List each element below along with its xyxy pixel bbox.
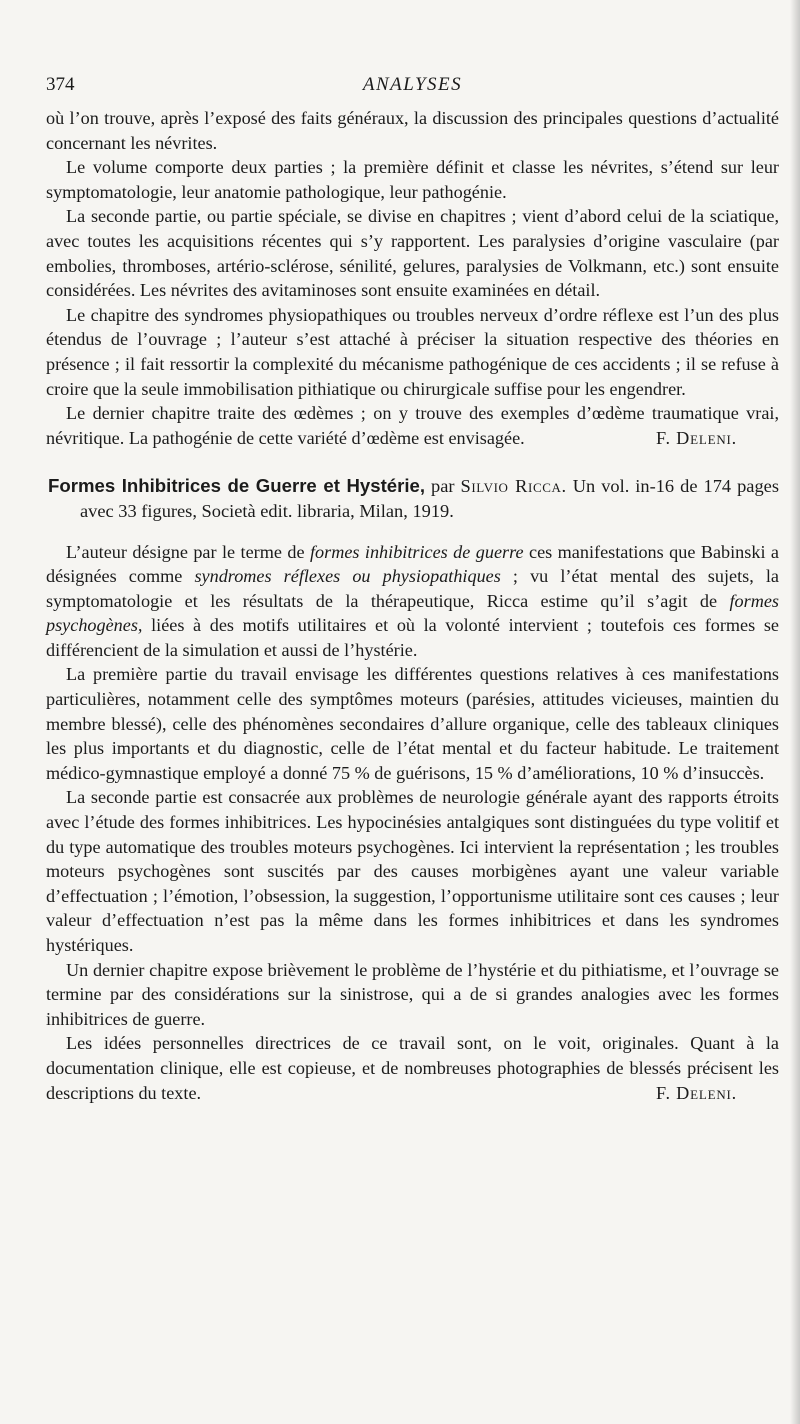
paragraph: Un dernier chapitre expose brièvement le problème de l’hystérie et du pithiatisme, et l’ouvrage se termine par des considérations sur la sinistrose, qui a de si grandes analogies avec les formes inhibitrices de guerre. — [46, 959, 779, 1029]
paragraph: Le chapitre des syndromes physiopathiques ou troubles nerveux d’ordre réflexe est l’un des plus étendus de l’ouvrage ; l’auteur s’est attaché à préciser la situation respective des théories en présence ; il fait ressortir la complexité du mécanisme pathogénique de ces accidents ; il se refuse à croire que la seule immobilisation pithiatique ou chirurgicale suffise pour les engendrer. — [46, 304, 779, 399]
page-number: 374 — [46, 74, 75, 95]
review-heading — [46, 474, 779, 523]
paragraph: Les idées personnelles directrices de ce travail sont, on le voit, originales. Quant à la documentation clinique, elle est copieuse, et de nombreuses photographies de blessés précisent les descriptions du texte. — [46, 1033, 779, 1103]
text-run: L’auteur désigne par le terme de — [66, 541, 310, 562]
italic-term: syndromes réflexes ou physiopathiques — [194, 566, 501, 587]
signature: F. Deleni. — [656, 427, 737, 448]
review-neurites-continued — [46, 106, 779, 450]
by-word: par — [431, 476, 455, 497]
page-edge-shadow — [790, 0, 800, 1424]
signature: F. Deleni. — [656, 1082, 737, 1103]
paragraph: La seconde partie, ou partie spéciale, se divise en chapitres ; vient d’abord celui de la sciatique, avec toutes les acquisitions récentes qui s’y rapportent. Les paralysies d’origine vasculaire (par embolies, thromboses, artério-sclérose, sénilité, gelures, paralysies de Volkmann, etc.) sont ensuite considérées. Les névrites des avitaminoses sont ensuite examinées en détail. — [46, 206, 779, 301]
paragraph: où l’on trouve, après l’exposé des faits généraux, la discussion des principales questions d’actualité concernant les névrites. — [46, 108, 779, 153]
italic-term: formes psychogènes, — [46, 590, 779, 636]
paragraph: La première partie du travail envisage les différentes questions relatives à ces manifestations particulières, notamment celle des symptômes moteurs (parésies, attitudes vicieuses, maintien du membre blessé), celle des phénomènes secondaires d’allure organique, celle des tableaux cliniques les plus importants et du diagnostic, celle de l’état mental et du facteur habitude. Le traitement médico-gymnastique employé a donné 75 % de guérisons, 15 % d’améliorations, 10 % d’insuccès. — [46, 664, 779, 783]
paragraph: Le dernier chapitre traite des œdèmes ; on y trouve des exemples d’œdème traumatique vrai, névritique. La pathogénie de cette variété d’œdème est envisagée. — [46, 403, 779, 448]
running-header — [46, 70, 779, 106]
review-title: Formes Inhibitrices de Guerre et Hystérie, — [48, 475, 426, 497]
author-name: Silvio Ricca. — [460, 476, 567, 497]
review-formes-inhibitrices — [46, 540, 779, 1106]
italic-term: formes inhibitrices de guerre — [309, 541, 524, 562]
page — [46, 70, 779, 1105]
text-run: ; vu l’état mental des sujets, la symptomatologie et les résultats de la thérapeutique, Ricca estime qu’il s’agit de — [46, 566, 779, 611]
text-run: ces manifestations que Babinski a désignées comme — [46, 541, 779, 587]
paragraph: La seconde partie est consacrée aux problèmes de neurologie générale ayant des rapports étroits avec l’étude des formes inhibitrices. Les hypocinésies antalgiques sont distinguées du type volitif et du type automatique des troubles moteurs psychogènes. Ici intervient la représentation ; les troubles moteurs psychogènes sont suscités par des causes morbigènes ayant une valeur variable d’effectuation ; l’émotion, l’obsession, la suggestion, l’opportunisme utilitaire sont ces causes ; leur valeur d’effectuation n’est pas la même dans les formes inhibitrices et dans les syndromes hystériques. — [46, 787, 779, 955]
paragraph — [46, 540, 779, 663]
paragraph: Le volume comporte deux parties ; la première définit et classe les névrites, s’étend sur leur symptomatologie, leur anatomie pathologique, leur pathogénie. — [46, 157, 779, 202]
text-run: liées à des motifs utilitaires et où la volonté intervient ; toutefois ces formes se différencient de la simulation et aussi de l’hystérie. — [46, 615, 779, 660]
running-title: ANALYSES — [362, 74, 463, 95]
publication-details: Un vol. in-16 de 174 pages avec 33 figures, Società edit. libraria, Milan, 1919. — [80, 476, 779, 521]
